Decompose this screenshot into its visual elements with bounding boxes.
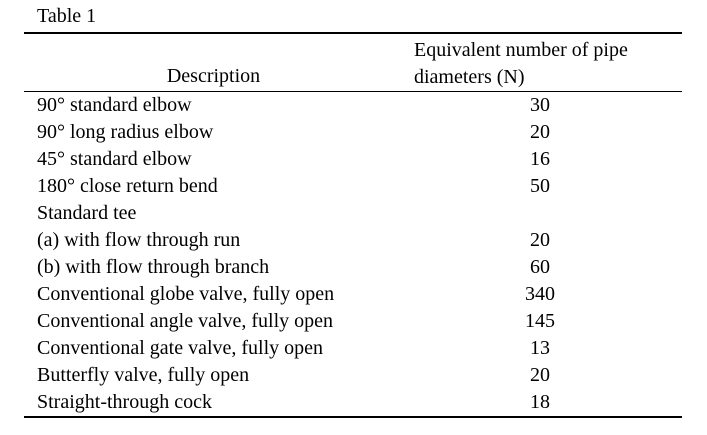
- table-row: [37, 200, 682, 227]
- row-description: Conventional globe valve, fully open: [37, 283, 335, 305]
- header-equivalent-line2: diameters (N): [414, 66, 525, 88]
- header-description: Description: [166, 65, 261, 87]
- table-row: [37, 119, 682, 146]
- table-row: [37, 308, 682, 335]
- row-description: Conventional gate valve, fully open: [37, 337, 324, 359]
- table-row: [37, 146, 682, 173]
- row-value: 60: [530, 256, 550, 278]
- row-description: Conventional angle valve, fully open: [37, 310, 334, 332]
- row-value: 18: [530, 391, 550, 413]
- table-bottom-rule: [24, 416, 682, 418]
- row-value: 50: [530, 175, 550, 197]
- row-value: 16: [530, 148, 550, 170]
- row-description: 45° standard elbow: [37, 148, 192, 170]
- row-value: 340: [525, 283, 555, 305]
- header-equivalent-diameters: [414, 37, 628, 91]
- table-row: [37, 92, 682, 119]
- row-description: Standard tee: [37, 202, 137, 224]
- row-value: 13: [530, 337, 550, 359]
- table-row: [37, 281, 682, 308]
- row-value: 30: [530, 94, 550, 116]
- table-top-rule: [24, 32, 682, 34]
- table-row: [37, 227, 682, 254]
- row-value: 20: [530, 229, 550, 251]
- header-equivalent-line1: Equivalent number of pipe: [414, 39, 628, 61]
- row-value: 20: [530, 121, 550, 143]
- row-value: 20: [530, 364, 550, 386]
- row-description: (a) with flow through run: [37, 229, 241, 251]
- row-description: (b) with flow through branch: [37, 256, 270, 278]
- table-caption: Table 1: [37, 5, 97, 27]
- row-description: 180° close return bend: [37, 175, 218, 197]
- row-description: 90° long radius elbow: [37, 121, 214, 143]
- table-row: [37, 389, 682, 416]
- table-row: [37, 254, 682, 281]
- row-value: 145: [525, 310, 555, 332]
- row-description: Straight-through cock: [37, 391, 212, 413]
- table-body: [37, 92, 682, 416]
- row-description: 90° standard elbow: [37, 94, 192, 116]
- table-row: [37, 173, 682, 200]
- table-row: [37, 335, 682, 362]
- row-description: Butterfly valve, fully open: [37, 364, 250, 386]
- table-row: [37, 362, 682, 389]
